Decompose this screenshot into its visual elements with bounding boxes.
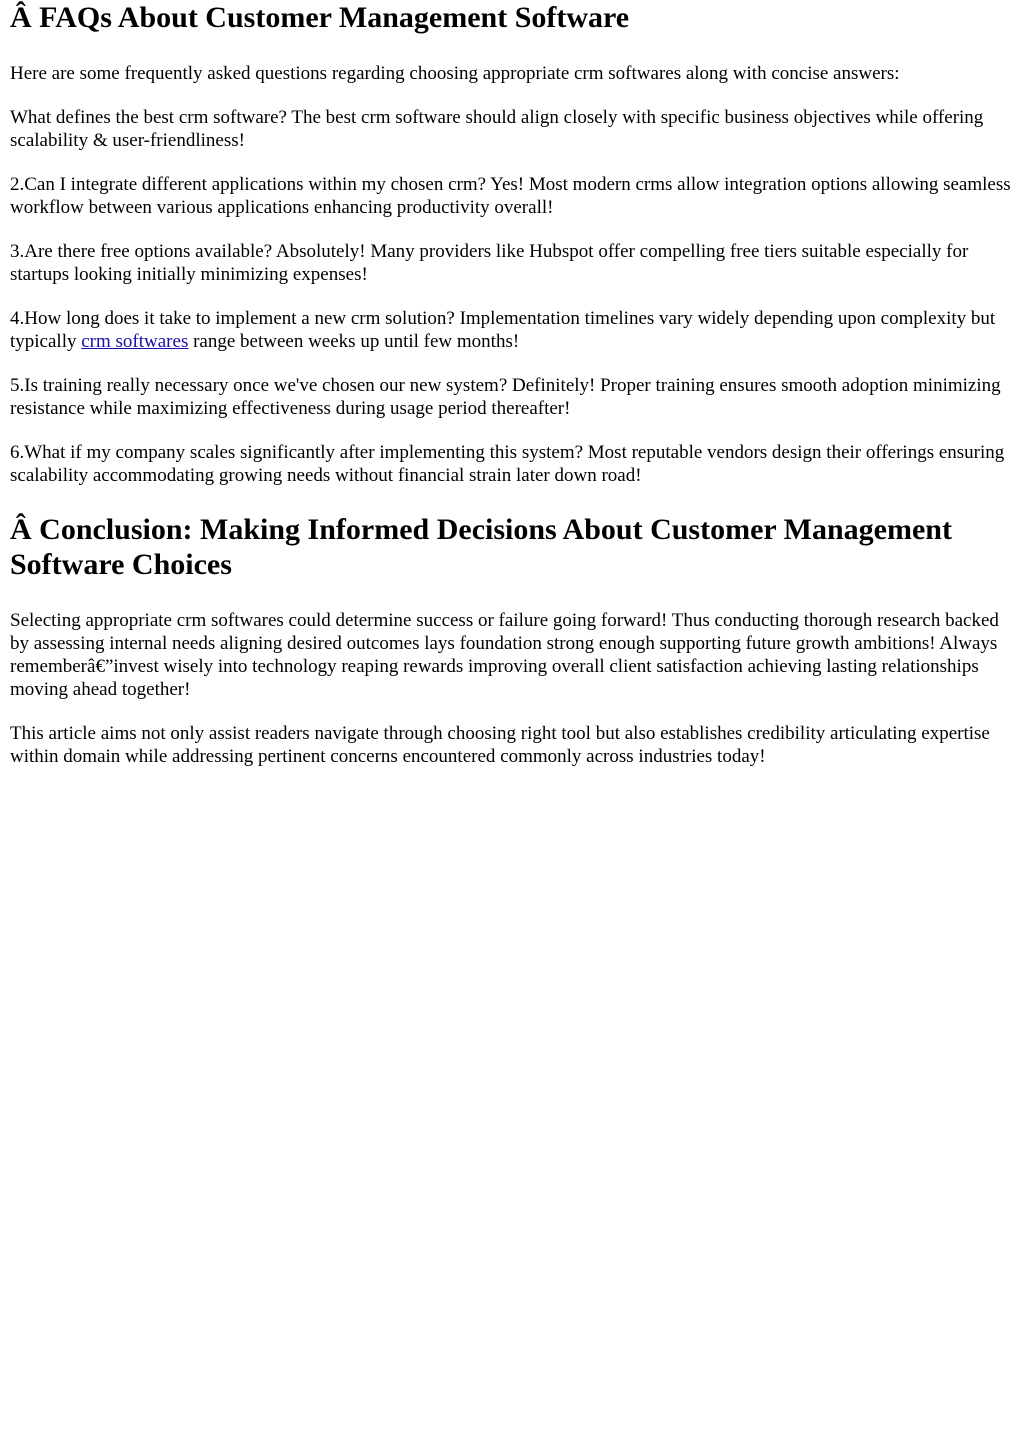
faq-answer-2: 2.Can I integrate different applications within my chosen crm? Yes! Most modern crms allow integration options allowing seamless workflow between various applications enhancing productivity overall! bbox=[10, 174, 1011, 218]
conclusion-heading: Â Conclusion: Making Informed Decisions About Customer Management Software Choices bbox=[10, 513, 952, 581]
faq-answer-4 bbox=[10, 307, 1014, 353]
crm-softwares-link[interactable]: crm softwares bbox=[81, 331, 189, 352]
faq-heading: Â FAQs About Customer Management Software bbox=[10, 1, 630, 34]
faq-answer-3: 3.Are there free options available? Absolutely! Many providers like Hubspot offer compelling free tiers suitable especially for startups looking initially minimizing expenses! bbox=[10, 241, 969, 285]
conclusion-paragraph-1: Selecting appropriate crm softwares could determine success or failure going forward! Thus conducting thorough research backed by assessing internal needs aligning desired outcomes lays foundation strong enough supporting future growth ambitions! Always rememberâ€”invest wisely into technology reaping rewards improving overall client satisfaction achieving lasting relationships moving ahead together! bbox=[10, 610, 999, 700]
faq-answer-4-text-after: range between weeks up until few months! bbox=[188, 331, 520, 352]
conclusion-paragraph-2: This article aims not only assist readers navigate through choosing right tool but also establishes credibility articulating expertise within domain while addressing pertinent concerns encountered commonly across industries today! bbox=[10, 723, 990, 767]
faq-answer-1: What defines the best crm software? The best crm software should align closely with specific business objectives while offering scalability & user-friendliness! bbox=[10, 107, 984, 151]
faq-answer-5: 5.Is training really necessary once we've chosen our new system? Definitely! Proper training ensures smooth adoption minimizing resistance while maximizing effectiveness during usage period thereafter! bbox=[10, 375, 1001, 419]
faq-answer-4-text-before: 4.How long does it take to implement a new crm solution? Implementation timelines vary widely depending upon complexity but typically bbox=[10, 308, 996, 352]
faq-intro: Here are some frequently asked questions regarding choosing appropriate crm softwares along with concise answers: bbox=[10, 63, 900, 84]
faq-answer-6: 6.What if my company scales significantly after implementing this system? Most reputable vendors design their offerings ensuring scalability accommodating growing needs without financial strain later down road! bbox=[10, 442, 1005, 486]
